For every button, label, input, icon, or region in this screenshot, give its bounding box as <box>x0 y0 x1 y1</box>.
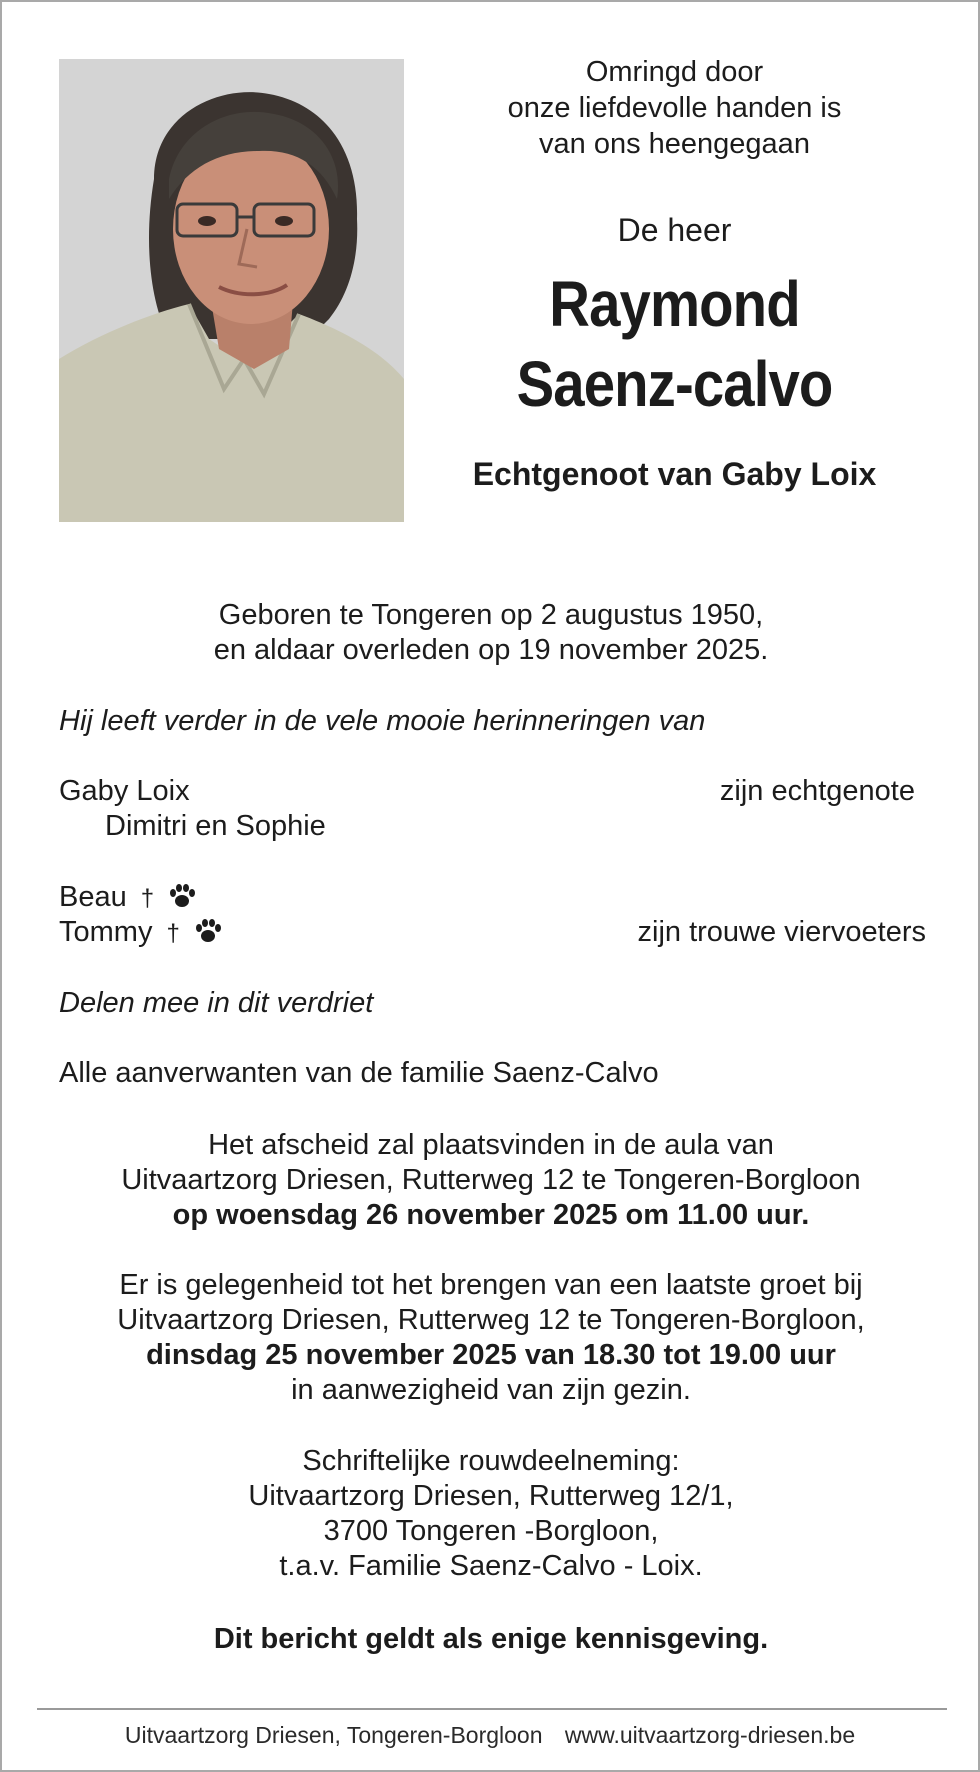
cross-icon: † <box>140 885 155 912</box>
cross-icon: † <box>166 920 180 947</box>
condolence-line-1: Schriftelijke rouwdeelneming: <box>302 1445 680 1477</box>
intro-line-3: van ons heengegaan <box>539 128 810 160</box>
birth-line-1: Geboren te Tongeren op 2 augustus 1950, <box>218 599 764 631</box>
footer <box>2 1720 978 1750</box>
spouse-role: zijn echtgenote <box>719 775 915 807</box>
spouse-name: Gaby Loix <box>59 775 190 807</box>
pet-name-2: Tommy <box>59 916 153 948</box>
visitation-info <box>59 1268 923 1408</box>
condolence-line-3: 3700 Tongeren -Borgloon, <box>323 1515 659 1547</box>
memories-intro: Hij leeft verder in de vele mooie herinneringen van <box>59 705 706 737</box>
footer-divider <box>37 1708 947 1710</box>
last-name: Saenz-calvo <box>516 348 833 420</box>
intro-line-2: onze liefdevolle handen is <box>507 92 842 124</box>
paw-icon <box>194 918 222 944</box>
birth-line-2: en aldaar overleden op 19 november 2025. <box>213 634 769 666</box>
pet-name-1: Beau <box>59 881 127 913</box>
visitation-line-4: in aanwezigheid van zijn gezin. <box>291 1374 691 1406</box>
portrait-image <box>59 59 404 522</box>
funeral-line-2: Uitvaartzorg Driesen, Rutterweg 12 te Tongeren-Borgloon <box>121 1164 861 1196</box>
deceased-name <box>470 264 879 424</box>
condolence-line-2: Uitvaartzorg Driesen, Rutterweg 12/1, <box>248 1480 734 1512</box>
spouse-line: Echtgenoot van Gaby Loix <box>472 456 877 492</box>
family-list <box>59 774 923 844</box>
condolence-info <box>59 1444 923 1584</box>
header-text <box>442 54 907 494</box>
funeral-line-3: op woensdag 26 november 2025 om 11.00 uur. <box>172 1199 810 1231</box>
pets-list <box>59 880 926 950</box>
visitation-line-1: Er is gelegenheid tot het brengen van een laatste groet bij <box>119 1269 863 1301</box>
pets-role: zijn trouwe viervoeters <box>637 916 926 948</box>
children: Dimitri en Sophie <box>105 810 326 842</box>
salutation: De heer <box>617 212 732 248</box>
funeral-line-1: Het afscheid zal plaatsvinden in de aula van <box>208 1129 774 1161</box>
pet-row-2 <box>59 915 926 950</box>
footer-company: Uitvaartzorg Driesen, Tongeren-Borgloon <box>124 1722 543 1748</box>
notice: Dit bericht geldt als enige kennisgeving. <box>213 1623 769 1655</box>
portrait-photo <box>59 59 404 522</box>
first-name: Raymond <box>549 268 800 340</box>
pet-row-1 <box>59 880 923 915</box>
visitation-line-2: Uitvaartzorg Driesen, Rutterweg 12 te Tongeren-Borgloon, <box>117 1304 865 1336</box>
spouse-row <box>59 774 923 809</box>
visitation-line-3: dinsdag 25 november 2025 van 18.30 tot 19.00 uur <box>146 1339 836 1371</box>
condolence-line-4: t.a.v. Familie Saenz-Calvo - Loix. <box>279 1550 703 1582</box>
intro-text <box>442 54 907 162</box>
birth-info <box>59 598 923 668</box>
paw-icon <box>168 883 196 909</box>
footer-website[interactable]: www.uitvaartzorg-driesen.be <box>564 1722 856 1748</box>
intro-line-1: Omringd door <box>585 56 764 88</box>
relatives: Alle aanverwanten van de familie Saenz-Calvo <box>59 1057 659 1089</box>
funeral-info <box>59 1128 923 1233</box>
share-intro: Delen mee in dit verdriet <box>59 987 374 1019</box>
